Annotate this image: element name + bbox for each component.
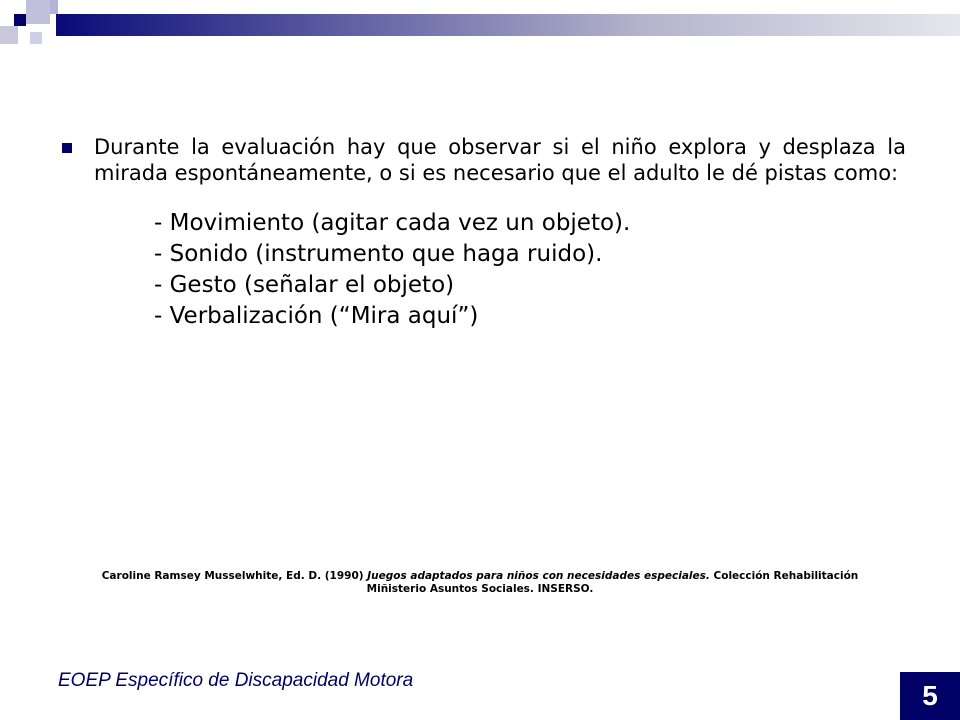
citation-authors: Caroline Ramsey Musselwhite, Ed. D. (1990): [101, 570, 368, 582]
header-square-dark: [14, 14, 26, 26]
bullet-item: [62, 134, 906, 186]
cue-list: [62, 208, 906, 332]
slide-content: [62, 134, 906, 332]
citation-line-1: [60, 570, 900, 583]
bullet-paragraph: Durante la evaluación hay que observar si el niño explora y desplaza la mirada espontáneamente, o si es necesario que el adulto le dé pistas como:: [94, 135, 906, 185]
header-square-light: [26, 0, 50, 24]
footer-text: EOEP Específico de Discapacidad Motora: [58, 670, 414, 691]
citation: [60, 570, 900, 596]
header-square-lavender: [50, 0, 58, 14]
page-number: 5: [900, 672, 960, 720]
list-item: - Sonido (instrumento que haga ruido).: [154, 241, 603, 267]
citation-collection: Colección Rehabilitación: [709, 570, 859, 582]
header-square-grey: [0, 26, 18, 44]
citation-title: Juegos adaptados para niños con necesidades especiales.: [367, 570, 710, 582]
citation-line-2: Miñisterio Asuntos Sociales. INSERSO.: [366, 583, 594, 595]
header-square-small: [30, 32, 42, 44]
bullet-square-icon: [62, 143, 72, 153]
list-item: - Movimiento (agitar cada vez un objeto).: [154, 210, 631, 236]
list-item: - Verbalización (“Mira aquí”): [154, 303, 479, 329]
list-item: - Gesto (señalar el objeto): [154, 272, 455, 298]
header-gradient-bar: [56, 14, 960, 36]
